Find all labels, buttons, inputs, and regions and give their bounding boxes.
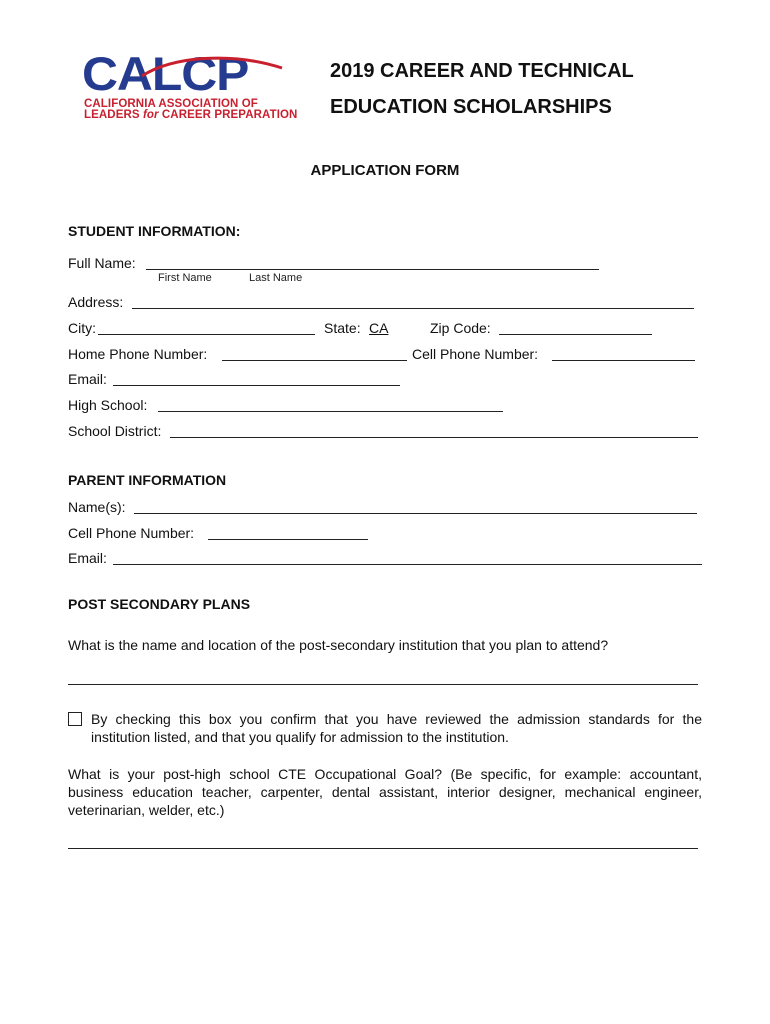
institution-answer-line[interactable] bbox=[68, 684, 698, 685]
post-secondary-section-heading: POST SECONDARY PLANS bbox=[68, 596, 251, 612]
full-name-row bbox=[68, 254, 608, 272]
parent-names-label: Name(s): bbox=[68, 499, 126, 515]
student-email-row bbox=[68, 370, 408, 388]
zip-code-label: Zip Code: bbox=[430, 320, 491, 336]
school-district-field[interactable] bbox=[170, 423, 698, 438]
home-phone-field[interactable] bbox=[222, 346, 407, 361]
student-email-label: Email: bbox=[68, 371, 107, 387]
city-field[interactable] bbox=[98, 320, 315, 335]
student-cell-phone-label: Cell Phone Number: bbox=[412, 346, 539, 362]
first-name-caption: First Name bbox=[158, 272, 212, 284]
page-title-line2: EDUCATION SCHOLARSHIPS bbox=[330, 96, 612, 118]
logo-tagline-line1: CALIFORNIA ASSOCIATION OF bbox=[84, 98, 258, 110]
school-district-label: School District: bbox=[68, 423, 162, 439]
occupational-goal-answer-line[interactable] bbox=[68, 848, 698, 849]
address-field[interactable] bbox=[132, 294, 694, 309]
school-district-row bbox=[68, 422, 700, 440]
page-title-line1: 2019 CAREER AND TECHNICAL bbox=[330, 60, 634, 82]
parent-section-heading: PARENT INFORMATION bbox=[68, 472, 227, 488]
state-value: CA bbox=[369, 320, 389, 336]
last-name-caption: Last Name bbox=[249, 272, 303, 284]
high-school-field[interactable] bbox=[158, 397, 503, 412]
zip-code-field[interactable] bbox=[499, 320, 652, 335]
form-title: APPLICATION FORM bbox=[310, 162, 460, 179]
high-school-label: High School: bbox=[68, 397, 148, 413]
state-label: State: bbox=[324, 320, 361, 336]
high-school-row bbox=[68, 396, 508, 414]
logo-wordmark: CALCP bbox=[82, 47, 249, 100]
logo-tagline-line2: LEADERS for CAREER PREPARATION bbox=[84, 109, 298, 121]
calcp-logo bbox=[82, 47, 306, 122]
parent-names-row bbox=[68, 498, 700, 516]
student-section-heading: STUDENT INFORMATION: bbox=[68, 223, 241, 239]
full-name-field[interactable] bbox=[146, 255, 599, 270]
address-row bbox=[68, 293, 698, 311]
admission-confirm-text: By checking this box you confirm that you have reviewed the admission standards for the institution listed, and that you qualify for admission to the institution. bbox=[91, 711, 702, 745]
address-label: Address: bbox=[68, 294, 124, 310]
full-name-label: Full Name: bbox=[68, 255, 136, 271]
home-phone-label: Home Phone Number: bbox=[68, 346, 208, 362]
occupational-goal-question: What is your post-high school CTE Occupational Goal? (Be specific, for example: accountant, business education teacher, carpenter, dental assistant, interior designer, mechanical engineer, veterinarian, welder, etc.) bbox=[68, 766, 702, 818]
parent-email-field[interactable] bbox=[113, 550, 702, 565]
city-label: City: bbox=[68, 320, 96, 336]
parent-names-field[interactable] bbox=[134, 499, 697, 514]
city-state-zip-row bbox=[68, 319, 658, 337]
parent-email-label: Email: bbox=[68, 550, 107, 566]
phone-row bbox=[68, 345, 698, 363]
institution-question: What is the name and location of the post-secondary institution that you plan to attend? bbox=[68, 637, 609, 653]
student-cell-phone-field[interactable] bbox=[552, 346, 695, 361]
parent-email-row bbox=[68, 549, 704, 567]
admission-confirm-checkbox[interactable] bbox=[68, 712, 82, 726]
student-email-field[interactable] bbox=[113, 371, 400, 386]
parent-cell-phone-field[interactable] bbox=[208, 525, 368, 540]
parent-cell-phone-row bbox=[68, 524, 378, 542]
parent-cell-phone-label: Cell Phone Number: bbox=[68, 525, 195, 541]
